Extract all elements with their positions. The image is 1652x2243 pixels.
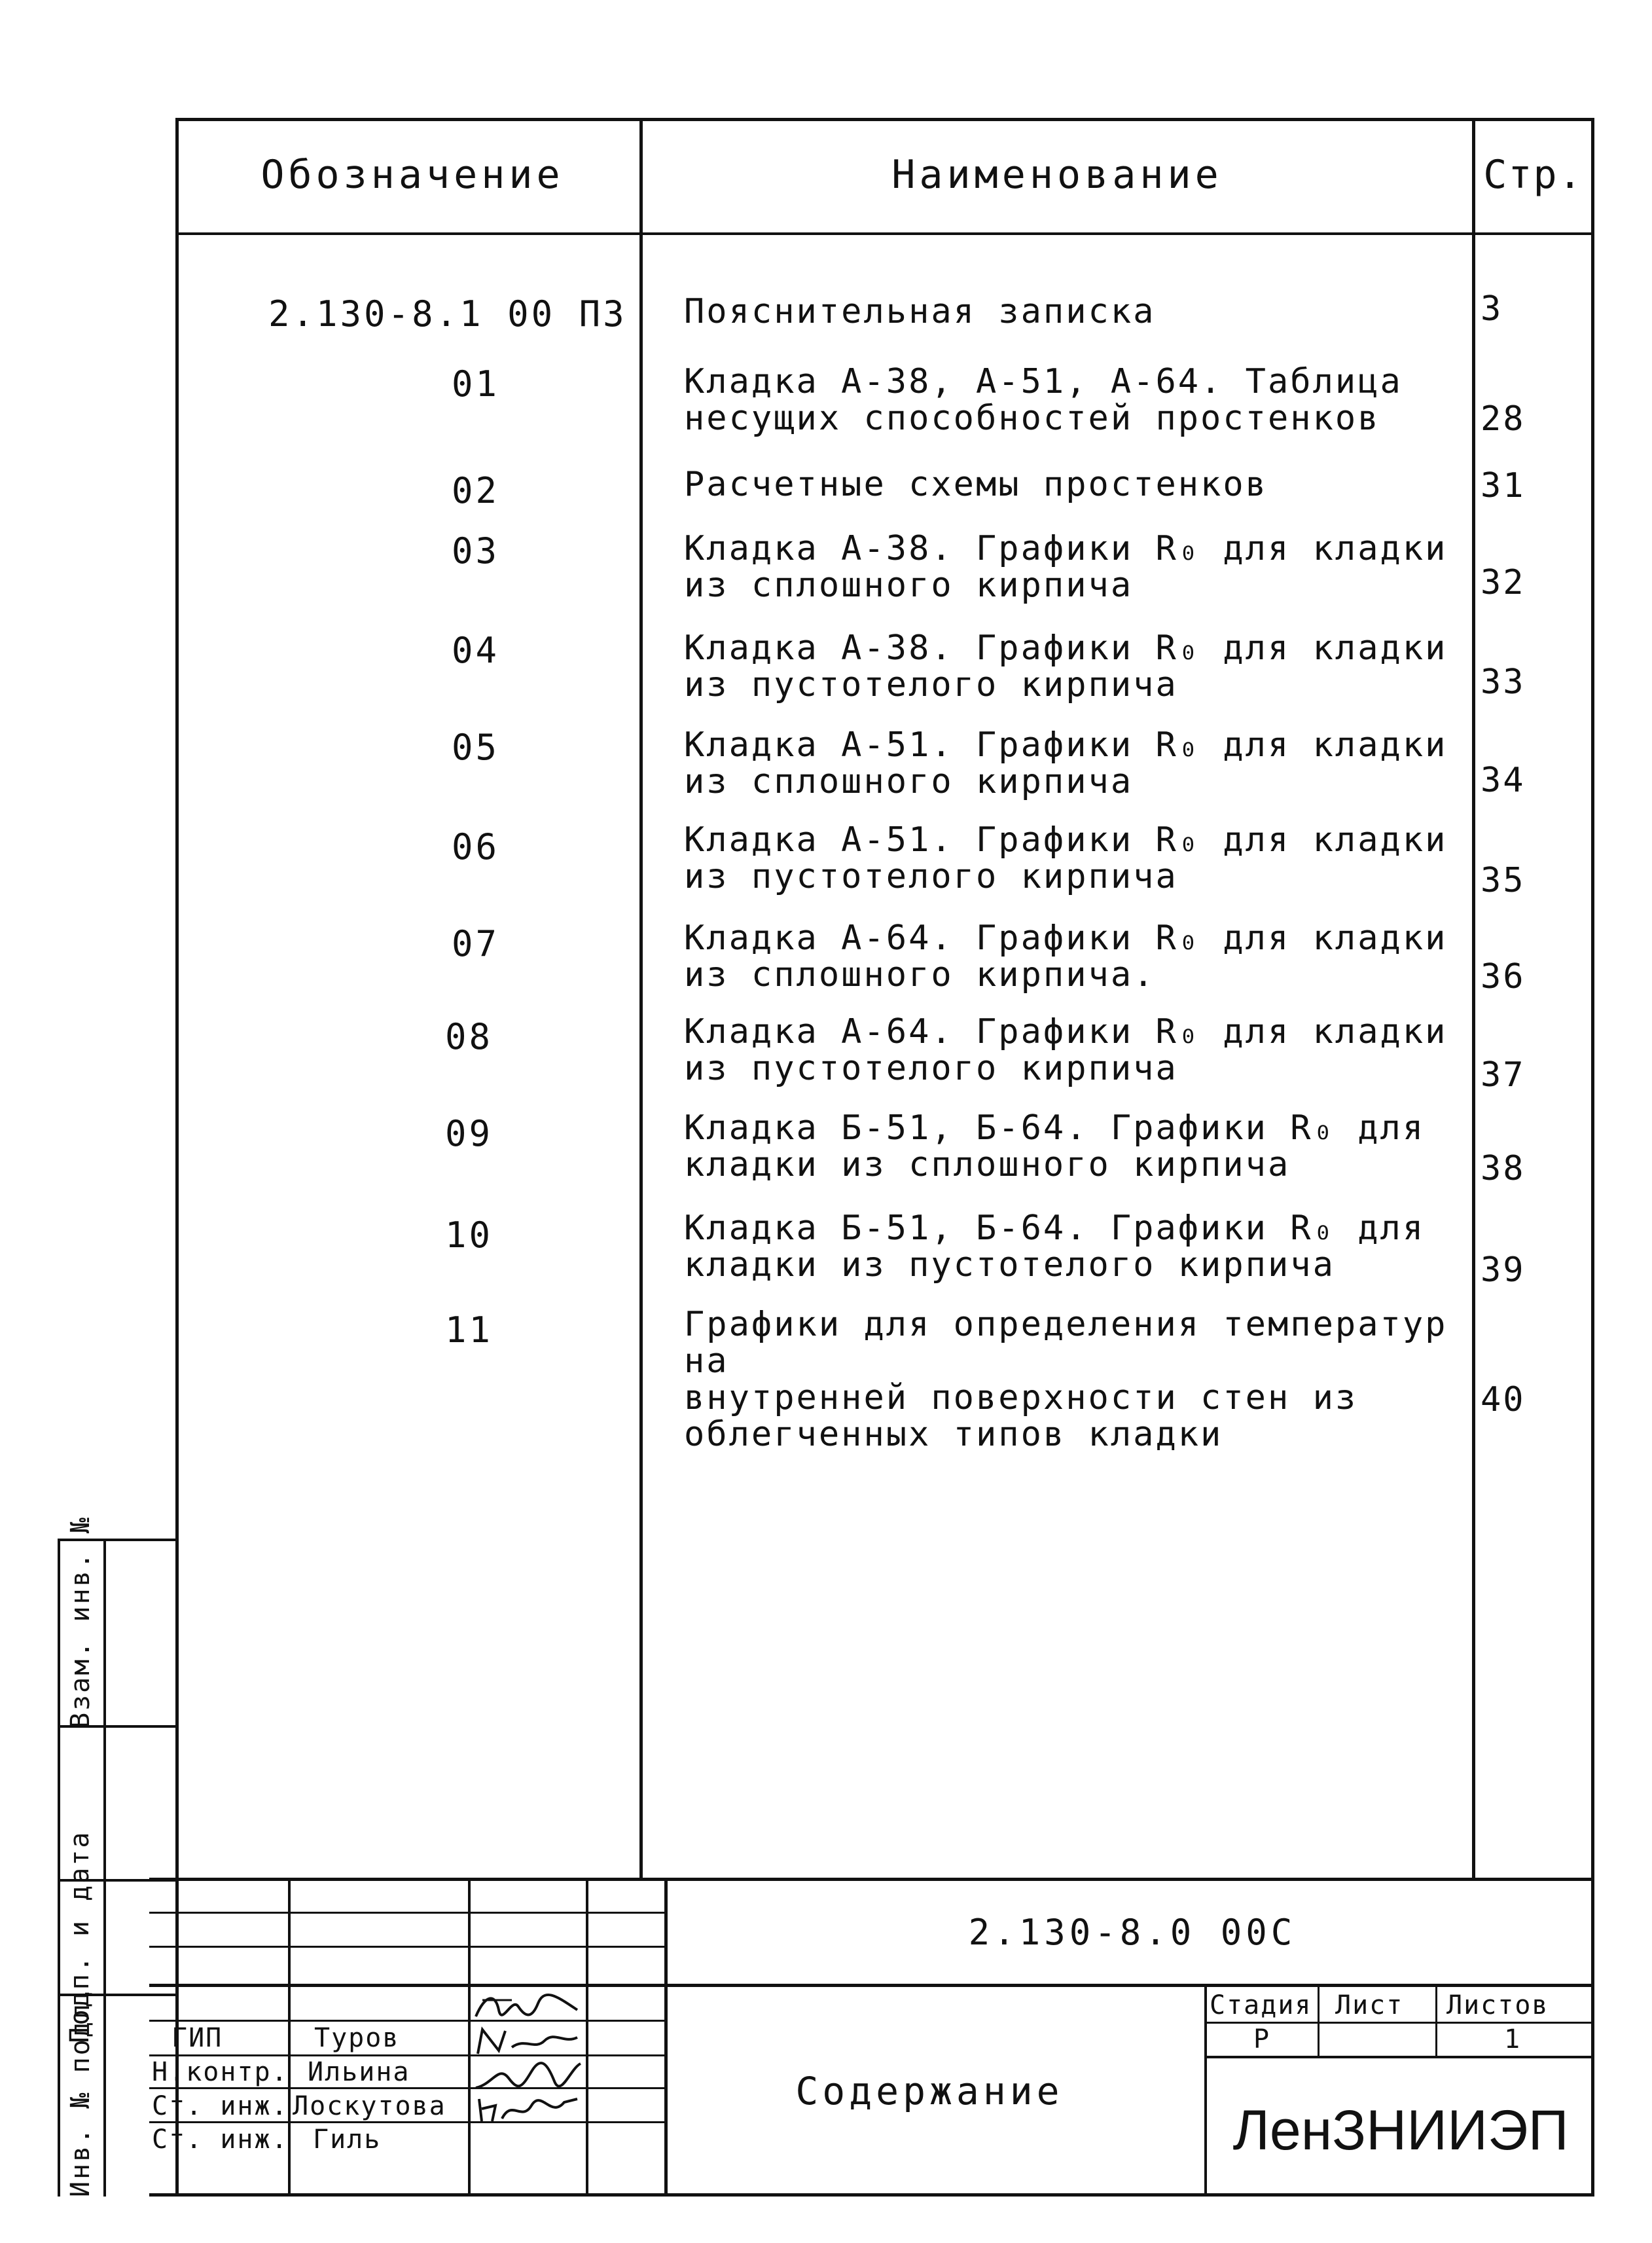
header-page: Стр. (1483, 152, 1583, 198)
row-page: 39 (1481, 1250, 1526, 1290)
row-page: 38 (1481, 1149, 1526, 1188)
tb-col-line-3 (586, 1878, 588, 2197)
side-stamp-inner (103, 1539, 106, 2197)
row-code: 03 (452, 530, 500, 572)
signature-2 (473, 2024, 584, 2057)
row-page: 28 (1481, 399, 1526, 439)
tb-row-line-1 (149, 1912, 666, 1914)
tb-row-line-4 (149, 2020, 666, 2022)
tb-role: ГИП (171, 2023, 223, 2053)
row-name: Кладка А-51. Графики R₀ для кладки из пустотелого кирпича (684, 820, 1448, 896)
tb-stage-col-line (1204, 1984, 1207, 2197)
tb-row-line-5 (149, 2054, 666, 2056)
tb-row-line-3 (149, 1984, 1594, 1987)
row-page: 37 (1481, 1055, 1526, 1095)
tb-person-name: Туров (314, 2023, 400, 2053)
frame-top (175, 118, 1594, 121)
signature-3 (473, 2058, 584, 2091)
row-name: Графики для определения температур на внутренней поверхности стен из облегченных типов кладки (684, 1305, 1448, 1454)
row-page: 3 (1481, 289, 1503, 329)
tb-stage-sep-1 (1318, 1984, 1320, 2057)
row-page: 36 (1481, 957, 1526, 996)
side-label-inv-orig: Инв. № подл. (65, 1984, 96, 2197)
row-code: 09 (445, 1113, 494, 1154)
row-code: 04 (452, 630, 500, 671)
frame-bottom (149, 2193, 1594, 2197)
tb-stage-value: Р (1253, 2024, 1271, 2054)
frame-left (175, 118, 179, 2197)
frame-right (1591, 118, 1594, 2197)
signature-1 (473, 1990, 584, 2023)
row-page: 31 (1481, 466, 1526, 505)
tb-person-name: Гиль (313, 2124, 382, 2155)
row-code: 2.130-8.1 00 ПЗ (268, 293, 627, 335)
tb-col-line-2 (468, 1878, 471, 2197)
tb-doc-code: 2.130-8.0 00С (968, 1912, 1297, 1953)
row-name: Пояснительная записка (684, 292, 1156, 331)
tb-person-name: Лоскутова (293, 2091, 446, 2121)
row-name: Кладка А-38. Графики R₀ для кладки из сплошного кирпича (684, 529, 1448, 605)
row-name: Кладка А-51. Графики R₀ для кладки из сплошного кирпича (684, 725, 1448, 801)
row-page: 35 (1481, 861, 1526, 900)
row-page: 33 (1481, 663, 1526, 702)
header-designation: Обозначение (260, 152, 564, 198)
row-name: Кладка А-38. Графики R₀ для кладки из пустотелого кирпича (684, 629, 1448, 704)
col-divider-2 (1472, 118, 1475, 1879)
row-name: Кладка А-64. Графики R₀ для кладки из пустотелого кирпича (684, 1012, 1448, 1088)
side-stamp-outer (58, 1539, 60, 2197)
row-code: 07 (452, 923, 500, 964)
tb-sheets-label: Листов (1446, 1990, 1549, 2020)
tb-stage-row-line-2 (1204, 2056, 1594, 2058)
tb-sheet-label: Лист (1335, 1990, 1404, 2020)
tb-col-line-4 (664, 1878, 668, 2197)
signature-4 (473, 2092, 584, 2125)
tb-organization: ЛенЗНИИЭП (1232, 2099, 1569, 2162)
row-page: 40 (1481, 1380, 1526, 1419)
tb-row-line-6 (149, 2087, 666, 2089)
row-code: 10 (445, 1214, 494, 1256)
header-name: Наименование (891, 152, 1223, 198)
tb-title: Содержание (795, 2069, 1064, 2113)
row-page: 32 (1481, 563, 1526, 602)
tb-stage-label: Стадия (1210, 1990, 1312, 2020)
row-code: 02 (452, 470, 500, 511)
row-name: Кладка А-64. Графики R₀ для кладки из сплошного кирпича. (684, 919, 1448, 994)
row-code: 05 (452, 727, 500, 768)
row-code: 08 (445, 1016, 494, 1057)
row-name: Кладка А-38, А-51, А-64. Таблица несущих способностей простенков (684, 362, 1403, 438)
row-page: 34 (1481, 761, 1526, 800)
tb-sheets-value: 1 (1504, 2024, 1522, 2054)
header-separator (175, 232, 1594, 235)
side-label-sign-date: Подп. и дата (65, 1830, 95, 2043)
row-code: 06 (452, 826, 500, 867)
tb-top-line (149, 1878, 1594, 1881)
tb-role: Ст. инж. (152, 2124, 289, 2155)
row-name: Расчетные схемы простенков (684, 465, 1268, 504)
row-name: Кладка Б-51, Б-64. Графики R₀ для кладки из сплошного кирпича (684, 1108, 1426, 1184)
tb-role: Ст. инж. (152, 2091, 289, 2121)
side-label-replace-inv: Взам. инв. № (65, 1516, 96, 1728)
tb-row-line-7 (149, 2121, 666, 2123)
tb-person-name: Ильина (308, 2057, 410, 2087)
tb-role: Н.контр. (152, 2057, 289, 2087)
row-code: 11 (445, 1309, 494, 1351)
tb-stage-sep-2 (1435, 1984, 1437, 2057)
row-name: Кладка Б-51, Б-64. Графики R₀ для кладки из пустотелого кирпича (684, 1209, 1426, 1285)
col-divider-1 (639, 118, 643, 1879)
row-code: 01 (452, 363, 500, 405)
tb-row-line-2 (149, 1946, 666, 1948)
tb-stage-row-line-1 (1204, 2022, 1594, 2024)
